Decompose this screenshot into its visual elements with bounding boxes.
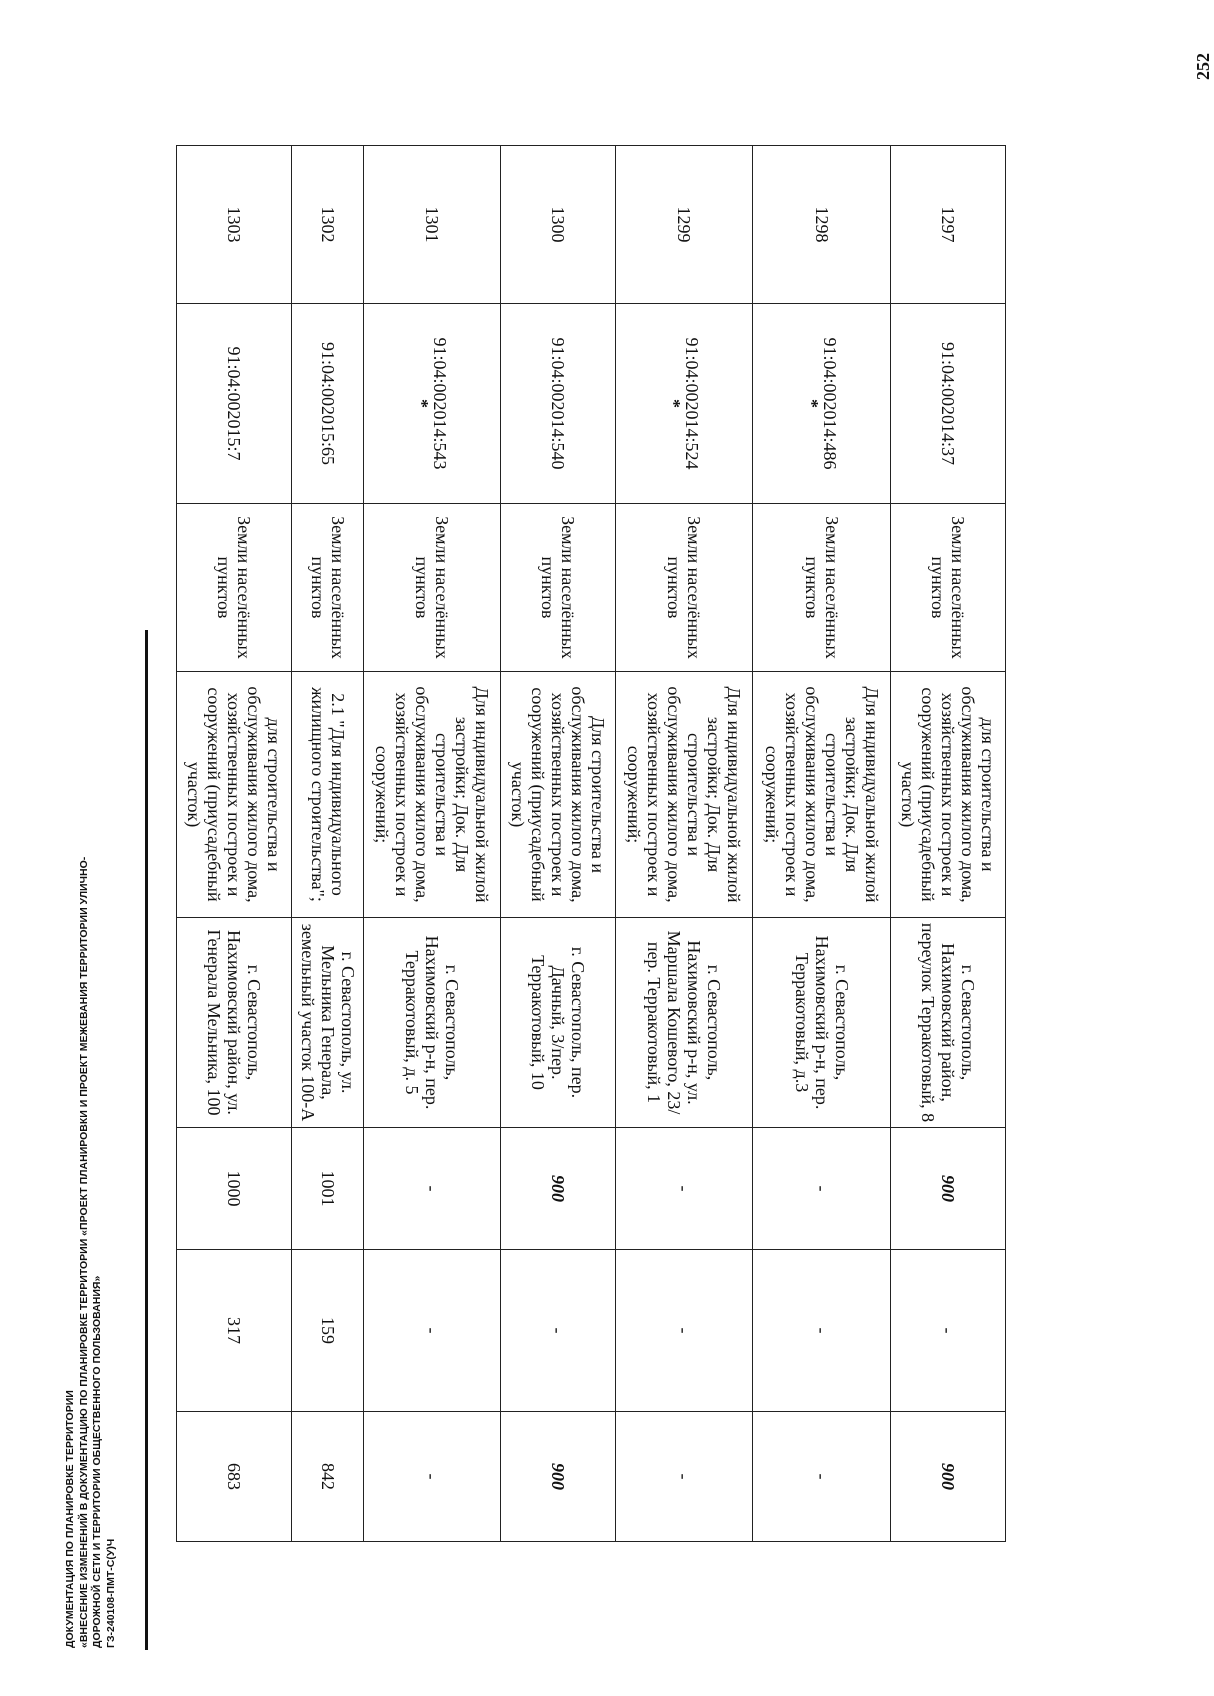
area-cell [292,1128,363,1250]
row-number-cell [890,146,1005,304]
permitted-use-text: для строительства и обслуживания жилого дома, хозяйственных построек и сооружений (приусадебный участок) [897,686,998,903]
row-number-cell [363,146,500,304]
part-area-cell [500,1250,615,1412]
land-category-cell [616,504,753,672]
row-number-text: 1302 [317,206,338,243]
area-cell [500,1128,615,1250]
footnote-asterisk: * [411,399,432,408]
address-text: г. Севастополь, Нахимовский район, ул. Генерала Мельника, 100 [204,929,265,1116]
land-category-cell [177,504,292,672]
area-cell [177,1128,292,1250]
address-text: г. Севастополь, Нахимовский р-н, ул. Маршала Кошевого, 23/пер. Терракотовый, 1 [644,930,725,1115]
table-row [500,146,615,1542]
document-header [64,468,118,1648]
part-area-text: - [811,1327,832,1334]
header-divider [145,630,148,1650]
land-category-cell [292,504,363,672]
permitted-use-cell [500,672,615,918]
permitted-use-cell [363,672,500,918]
part-area-text: - [937,1327,958,1334]
table-body [177,146,1006,1542]
permitted-use-cell [616,672,753,918]
area-cell [890,1128,1005,1250]
address-text: г. Севастополь, пер. Дачный, 3/пер. Терракотовый, 10 [528,946,589,1099]
permitted-use-cell [292,672,363,918]
part-area-text: 317 [224,1317,245,1344]
land-category-text: Земли населённых пунктов [927,516,968,659]
cadastral-number-text: 91:04:002014:524 [682,337,703,470]
remaining-area-cell [890,1412,1005,1542]
permitted-use-cell [177,672,292,918]
row-number-text: 1298 [811,206,832,243]
remaining-area-cell [616,1412,753,1542]
remaining-area-text: 842 [317,1463,338,1490]
remaining-area-text: - [811,1473,832,1480]
area-text: 900 [937,1175,958,1202]
row-number-text: 1300 [548,206,569,243]
row-number-text: 1299 [674,206,695,243]
land-category-cell [753,504,890,672]
remaining-area-cell [177,1412,292,1542]
header-line-4: ГЗ-240108-ПМТ-С(У)Ч [104,1538,117,1648]
cadastral-number-text: 91:04:002014:543 [429,337,450,470]
remaining-area-text: 683 [224,1463,245,1490]
address-text: г. Севастополь, Нахимовский р-н, пер. Терракотовый, д. 5 [401,935,462,1110]
footnote-asterisk: * [664,399,685,408]
part-area-cell [177,1250,292,1412]
remaining-area-text: - [674,1473,695,1480]
address-cell [500,918,615,1128]
land-plot-table-container [176,145,1006,1541]
land-category-cell [890,504,1005,672]
part-area-text: 159 [317,1317,338,1344]
land-category-cell [500,504,615,672]
area-cell [753,1128,890,1250]
table-row [363,146,500,1542]
cadastral-number-cell [363,304,500,504]
remaining-area-cell [363,1412,500,1542]
address-cell [753,918,890,1128]
header-line-3: ДОРОЖНОЙ СЕТИ И ТЕРРИТОРИИ ОБЩЕСТВЕННОГО ПОЛЬЗОВАНИЯ» [91,1275,103,1648]
permitted-use-text: Для индивидуальной жилой застройки; Док. Для строительства и обслуживания жилого дома, хозяйственных построек и сооружений; [624,686,745,903]
permitted-use-text: 2.1 "Для индивидуального жилищного строительства"; [307,687,348,902]
part-area-text: - [421,1327,442,1334]
area-cell [363,1128,500,1250]
remaining-area-cell [500,1412,615,1542]
cadastral-number-text: 91:04:002015:7 [224,346,245,461]
area-text: - [421,1185,442,1192]
land-category-text: Земли населённых пунктов [538,516,579,659]
remaining-area-cell [292,1412,363,1542]
area-text: 1001 [317,1170,338,1207]
land-category-text: Земли населённых пунктов [664,516,705,659]
row-number-cell [292,146,363,304]
area-text: 1000 [224,1170,245,1207]
cadastral-number-text: 91:04:002015:65 [317,341,338,465]
row-number-cell [177,146,292,304]
cadastral-number-cell [292,304,363,504]
header-line-2: «ВНЕСЕНИЕ ИЗМЕНЕНИЙ В ДОКУМЕНТАЦИЮ ПО ПЛАНИРОВКЕ ТЕРРИТОРИИ «ПРОЕКТ ПЛАНИРОВКИ И ПРОЕКТ МЕЖЕВАНИЯ ТЕРРИТОРИИ УЛИЧНО- [77,856,90,1648]
permitted-use-cell [753,672,890,918]
part-area-cell [753,1250,890,1412]
address-cell [890,918,1005,1128]
row-number-cell [500,146,615,304]
permitted-use-text: Для индивидуальной жилой застройки; Док. Для строительства и обслуживания жилого дома, хозяйственных построек и сооружений; [761,686,882,903]
permitted-use-text: Для индивидуальной жилой застройки; Док. Для строительства и обслуживания жилого дома, хозяйственных построек и сооружений; [371,686,492,903]
part-area-cell [890,1250,1005,1412]
part-area-cell [292,1250,363,1412]
table-row [753,146,890,1542]
area-text: 900 [548,1175,569,1202]
part-area-cell [616,1250,753,1412]
land-category-text: Земли населённых пунктов [801,516,842,659]
address-cell [363,918,500,1128]
part-area-cell [363,1250,500,1412]
cadastral-number-cell [616,304,753,504]
area-text: - [811,1185,832,1192]
row-number-text: 1301 [421,206,442,243]
table-row [177,146,292,1542]
cadastral-number-text: 91:04:002014:486 [819,337,840,470]
cadastral-number-cell [177,304,292,504]
table-row [890,146,1005,1542]
land-category-cell [363,504,500,672]
permitted-use-cell [890,672,1005,918]
area-text: - [674,1185,695,1192]
footnote-asterisk: * [801,399,822,408]
table-row [616,146,753,1542]
land-category-text: Земли населённых пунктов [411,516,452,659]
remaining-area-text: - [421,1473,442,1480]
address-text: г. Севастополь, Нахимовский район, переулок Терракотовый, 8 [917,922,978,1123]
cadastral-number-cell [500,304,615,504]
address-cell [616,918,753,1128]
part-area-text: - [674,1327,695,1334]
remaining-area-text: 900 [548,1463,569,1490]
cadastral-number-text: 91:04:002014:37 [937,341,958,465]
permitted-use-text: для строительства и обслуживания жилого дома, хозяйственных построек и сооружений (приусадебный участок) [184,686,285,903]
header-line-1: ДОКУМЕНТАЦИЯ ПО ПЛАНИРОВКЕ ТЕРРИТОРИИ [64,1390,76,1648]
land-plot-table [176,145,1006,1542]
area-cell [616,1128,753,1250]
table-row [292,146,363,1542]
cadastral-number-cell [753,304,890,504]
land-category-text: Земли населённых пунктов [214,516,255,659]
address-cell [292,918,363,1128]
part-area-text: - [548,1327,569,1334]
land-category-text: Земли населённых пунктов [307,516,348,659]
permitted-use-text: Для строительства и обслуживания жилого дома, хозяйственных построек и сооружений (приусадебный участок) [508,686,609,903]
address-text: г. Севастополь, ул. Мельника Генерала, земельный участок 100-А [297,923,358,1122]
cadastral-number-cell [890,304,1005,504]
row-number-text: 1297 [937,206,958,243]
address-cell [177,918,292,1128]
row-number-text: 1303 [224,206,245,243]
address-text: г. Севастополь, Нахимовский р-н, пер. Терракотовый, д.3 [791,935,852,1110]
row-number-cell [616,146,753,304]
row-number-cell [753,146,890,304]
remaining-area-text: 900 [937,1463,958,1490]
cadastral-number-text: 91:04:002014:540 [548,337,569,470]
page-number: 252 [1193,53,1213,80]
remaining-area-cell [753,1412,890,1542]
